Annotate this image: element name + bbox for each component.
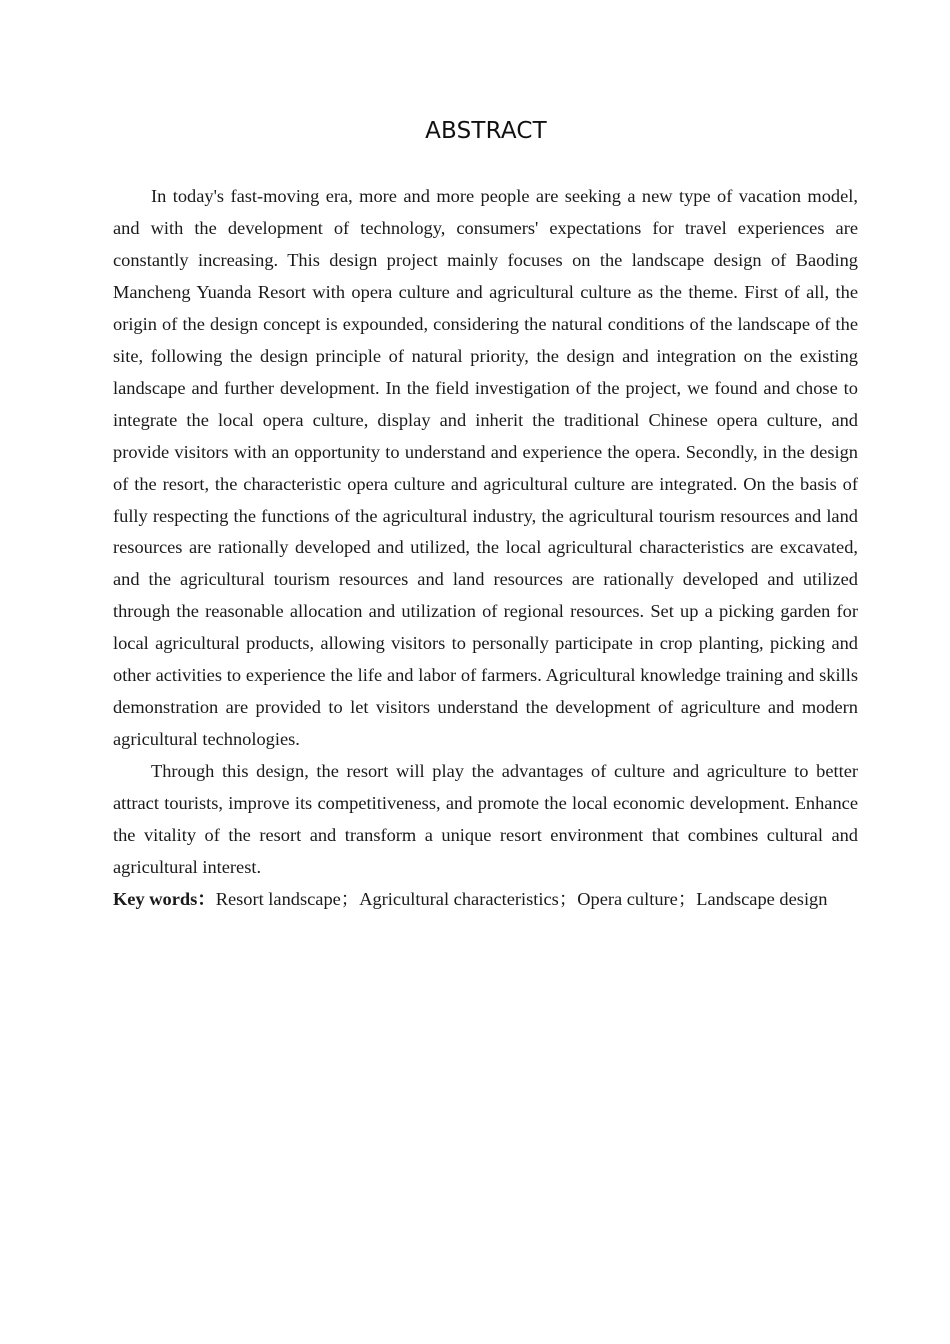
abstract-paragraph-2: Through this design, the resort will play the advantages of culture and agriculture to better attract tourists, improve its competitiveness, and promote the local economic development. Enhance the vitality of the resort and transform a unique resort environment that combines cultural and agricultural interest. bbox=[113, 761, 858, 878]
abstract-title: ABSTRACT bbox=[425, 118, 547, 144]
abstract-paragraph-1: In today's fast-moving era, more and more people are seeking a new type of vacation model, and with the development of technology, consumers' expectations for travel experiences are constantly increasing. This design project mainly focuses on the landscape design of Baoding Mancheng Yuanda Resort with opera culture and agricultural culture as the theme. First of all, the origin of the design concept is expounded, considering the natural conditions of the landscape of the site, following the design principle of natural priority, the design and integration on the existing landscape and further development. In the field investigation of the project, we found and chose to integrate the local opera culture, display and inherit the traditional Chinese opera culture, and provide visitors with an opportunity to understand and experience the opera. Secondly, in the design of the resort, the characteristic opera culture and agricultural culture are integrated. On the basis of fully respecting the functions of the agricultural industry, the agricultural tourism resources and land resources are rationally developed and utilized, the local agricultural characteristics are excavated, and the agricultural tourism resources and land resources are rationally developed and utilized through the reasonable allocation and utilization of regional resources. Set up a picking garden for local agricultural products, allowing visitors to personally participate in crop planting, picking and other activities to experience the life and labor of farmers. Agricultural knowledge training and skills demonstration are provided to let visitors understand the development of agriculture and modern agricultural technologies. bbox=[113, 186, 858, 750]
keywords-label: Key words： bbox=[113, 888, 216, 909]
keywords-values: Resort landscape；Agricultural characteristics；Opera culture；Landscape design bbox=[215, 888, 828, 909]
abstract-body bbox=[113, 181, 858, 916]
keywords-line bbox=[113, 884, 858, 916]
